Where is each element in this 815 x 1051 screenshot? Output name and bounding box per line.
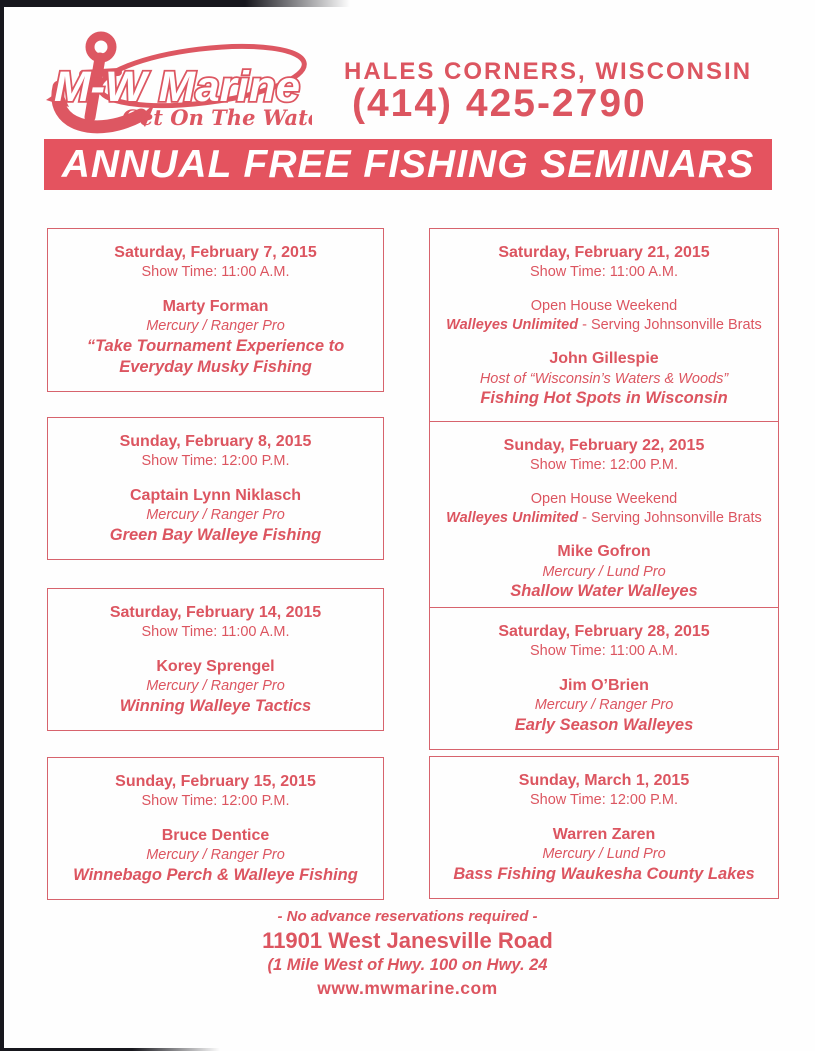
seminar-affiliation: Mercury / Ranger Pro (146, 318, 285, 335)
footer-address: 11901 West Janesville Road (262, 928, 553, 953)
footer-website: www.mwmarine.com (317, 978, 498, 998)
open-house-block (436, 490, 772, 527)
logo-text: M-W Marine (54, 63, 300, 111)
seminar-time: Show Time: 11:00 A.M. (529, 264, 679, 281)
open-house-detail (436, 509, 772, 528)
seminar-speaker: Mike Gofron (557, 543, 651, 561)
seminar-speaker-block (436, 825, 772, 885)
seminar-time: Show Time: 12:00 P.M. (141, 453, 290, 470)
seminar-speaker: Warren Zaren (552, 826, 656, 844)
seminar-header-block (436, 771, 772, 810)
footer-note: - No advance reservations required - (277, 908, 538, 925)
seminar-header-block (436, 436, 772, 475)
open-house-line: Open House Weekend (530, 491, 678, 508)
seminar-date: Sunday, February 8, 2015 (119, 433, 312, 450)
logo-tagline: Get On The Water (122, 105, 312, 130)
seminar-speaker-block (436, 676, 772, 736)
seminar-topic: Winning Walleye Tactics (119, 697, 312, 716)
seminar-affiliation: Mercury / Lund Pro (542, 846, 666, 863)
seminar-time: Show Time: 11:00 A.M. (529, 643, 679, 660)
open-house-line: Open House Weekend (530, 298, 678, 315)
seminar-topic: Fishing Hot Spots in Wisconsin (480, 389, 728, 408)
seminar-date: Sunday, February 22, 2015 (503, 437, 705, 454)
seminar-box (47, 417, 384, 560)
open-house-block (436, 297, 772, 334)
footer-directions: (1 Mile West of Hwy. 100 on Hwy. 24 (267, 956, 548, 974)
seminar-time: Show Time: 11:00 A.M. (141, 264, 290, 281)
open-house-rest: - Serving Johnsonville Brats (578, 316, 762, 333)
seminar-topic: Green Bay Walleye Fishing (109, 526, 322, 545)
seminar-affiliation: Mercury / Lund Pro (542, 563, 666, 580)
open-house-brand: Walleyes Unlimited (446, 509, 579, 526)
seminar-topic: Winnebago Perch & Walleye Fishing (73, 866, 358, 885)
seminar-box (429, 756, 779, 899)
seminar-speaker: Bruce Dentice (161, 827, 270, 845)
seminar-topic: “Take Tournament Experience to Everyday Musky Fishing (86, 337, 345, 377)
seminar-affiliation: Mercury / Ranger Pro (146, 507, 285, 524)
seminar-topic: Bass Fishing Waukesha County Lakes (453, 865, 755, 884)
seminar-affiliation: Mercury / Ranger Pro (146, 847, 285, 864)
seminar-box (429, 607, 779, 750)
seminar-date: Sunday, March 1, 2015 (518, 772, 690, 789)
seminar-speaker-block (436, 349, 772, 409)
seminar-box (429, 228, 779, 423)
seminar-header-block (54, 243, 377, 282)
seminar-header-block (54, 603, 377, 642)
footer (0, 908, 815, 999)
seminar-date: Saturday, February 7, 2015 (114, 244, 317, 261)
seminar-affiliation: Host of “Wisconsin’s Waters & Woods” (479, 370, 729, 387)
banner-title: ANNUAL FREE FISHING SEMINARS (61, 142, 755, 186)
seminar-header-block (54, 772, 377, 811)
seminar-speaker: Korey Sprengel (156, 658, 275, 676)
seminar-header-block (436, 622, 772, 661)
seminar-box (429, 421, 779, 616)
seminar-speaker: Jim O’Brien (559, 677, 649, 695)
seminar-time: Show Time: 11:00 A.M. (141, 624, 290, 641)
seminar-date: Sunday, February 15, 2015 (115, 773, 316, 790)
open-house-brand: Walleyes Unlimited (446, 316, 579, 333)
seminar-box (47, 228, 384, 392)
open-house-detail (436, 316, 772, 335)
seminar-speaker: Marty Forman (162, 298, 269, 316)
seminar-speaker: John Gillespie (549, 350, 659, 368)
seminar-speaker-block (54, 486, 377, 546)
seminar-date: Saturday, February 14, 2015 (109, 604, 322, 621)
seminar-header-block (54, 432, 377, 471)
seminar-topic: Shallow Water Walleyes (510, 582, 698, 601)
seminar-topic: Early Season Walleyes (514, 716, 694, 735)
header-phone: (414) 425-2790 (352, 82, 647, 125)
seminar-speaker-block (436, 542, 772, 602)
seminar-time: Show Time: 12:00 P.M. (141, 793, 290, 810)
open-house-rest: - Serving Johnsonville Brats (578, 509, 762, 526)
seminar-affiliation: Mercury / Ranger Pro (534, 697, 674, 714)
seminar-box (47, 588, 384, 731)
seminar-speaker-block (54, 657, 377, 717)
seminar-column-left (47, 0, 384, 1051)
seminar-date: Saturday, February 21, 2015 (498, 244, 710, 261)
seminar-header-block (436, 243, 772, 282)
seminar-speaker-block (54, 297, 377, 378)
seminar-time: Show Time: 12:00 P.M. (529, 792, 679, 809)
seminar-box (47, 757, 384, 900)
seminar-affiliation: Mercury / Ranger Pro (146, 678, 285, 695)
header-location: HALES CORNERS, WISCONSIN (344, 58, 753, 85)
seminar-speaker: Captain Lynn Niklasch (130, 487, 301, 505)
seminar-column-right (429, 0, 779, 1051)
seminar-date: Saturday, February 28, 2015 (498, 623, 710, 640)
seminar-time: Show Time: 12:00 P.M. (529, 457, 679, 474)
scan-edge-left (0, 0, 4, 1051)
seminar-speaker-block (54, 826, 377, 886)
